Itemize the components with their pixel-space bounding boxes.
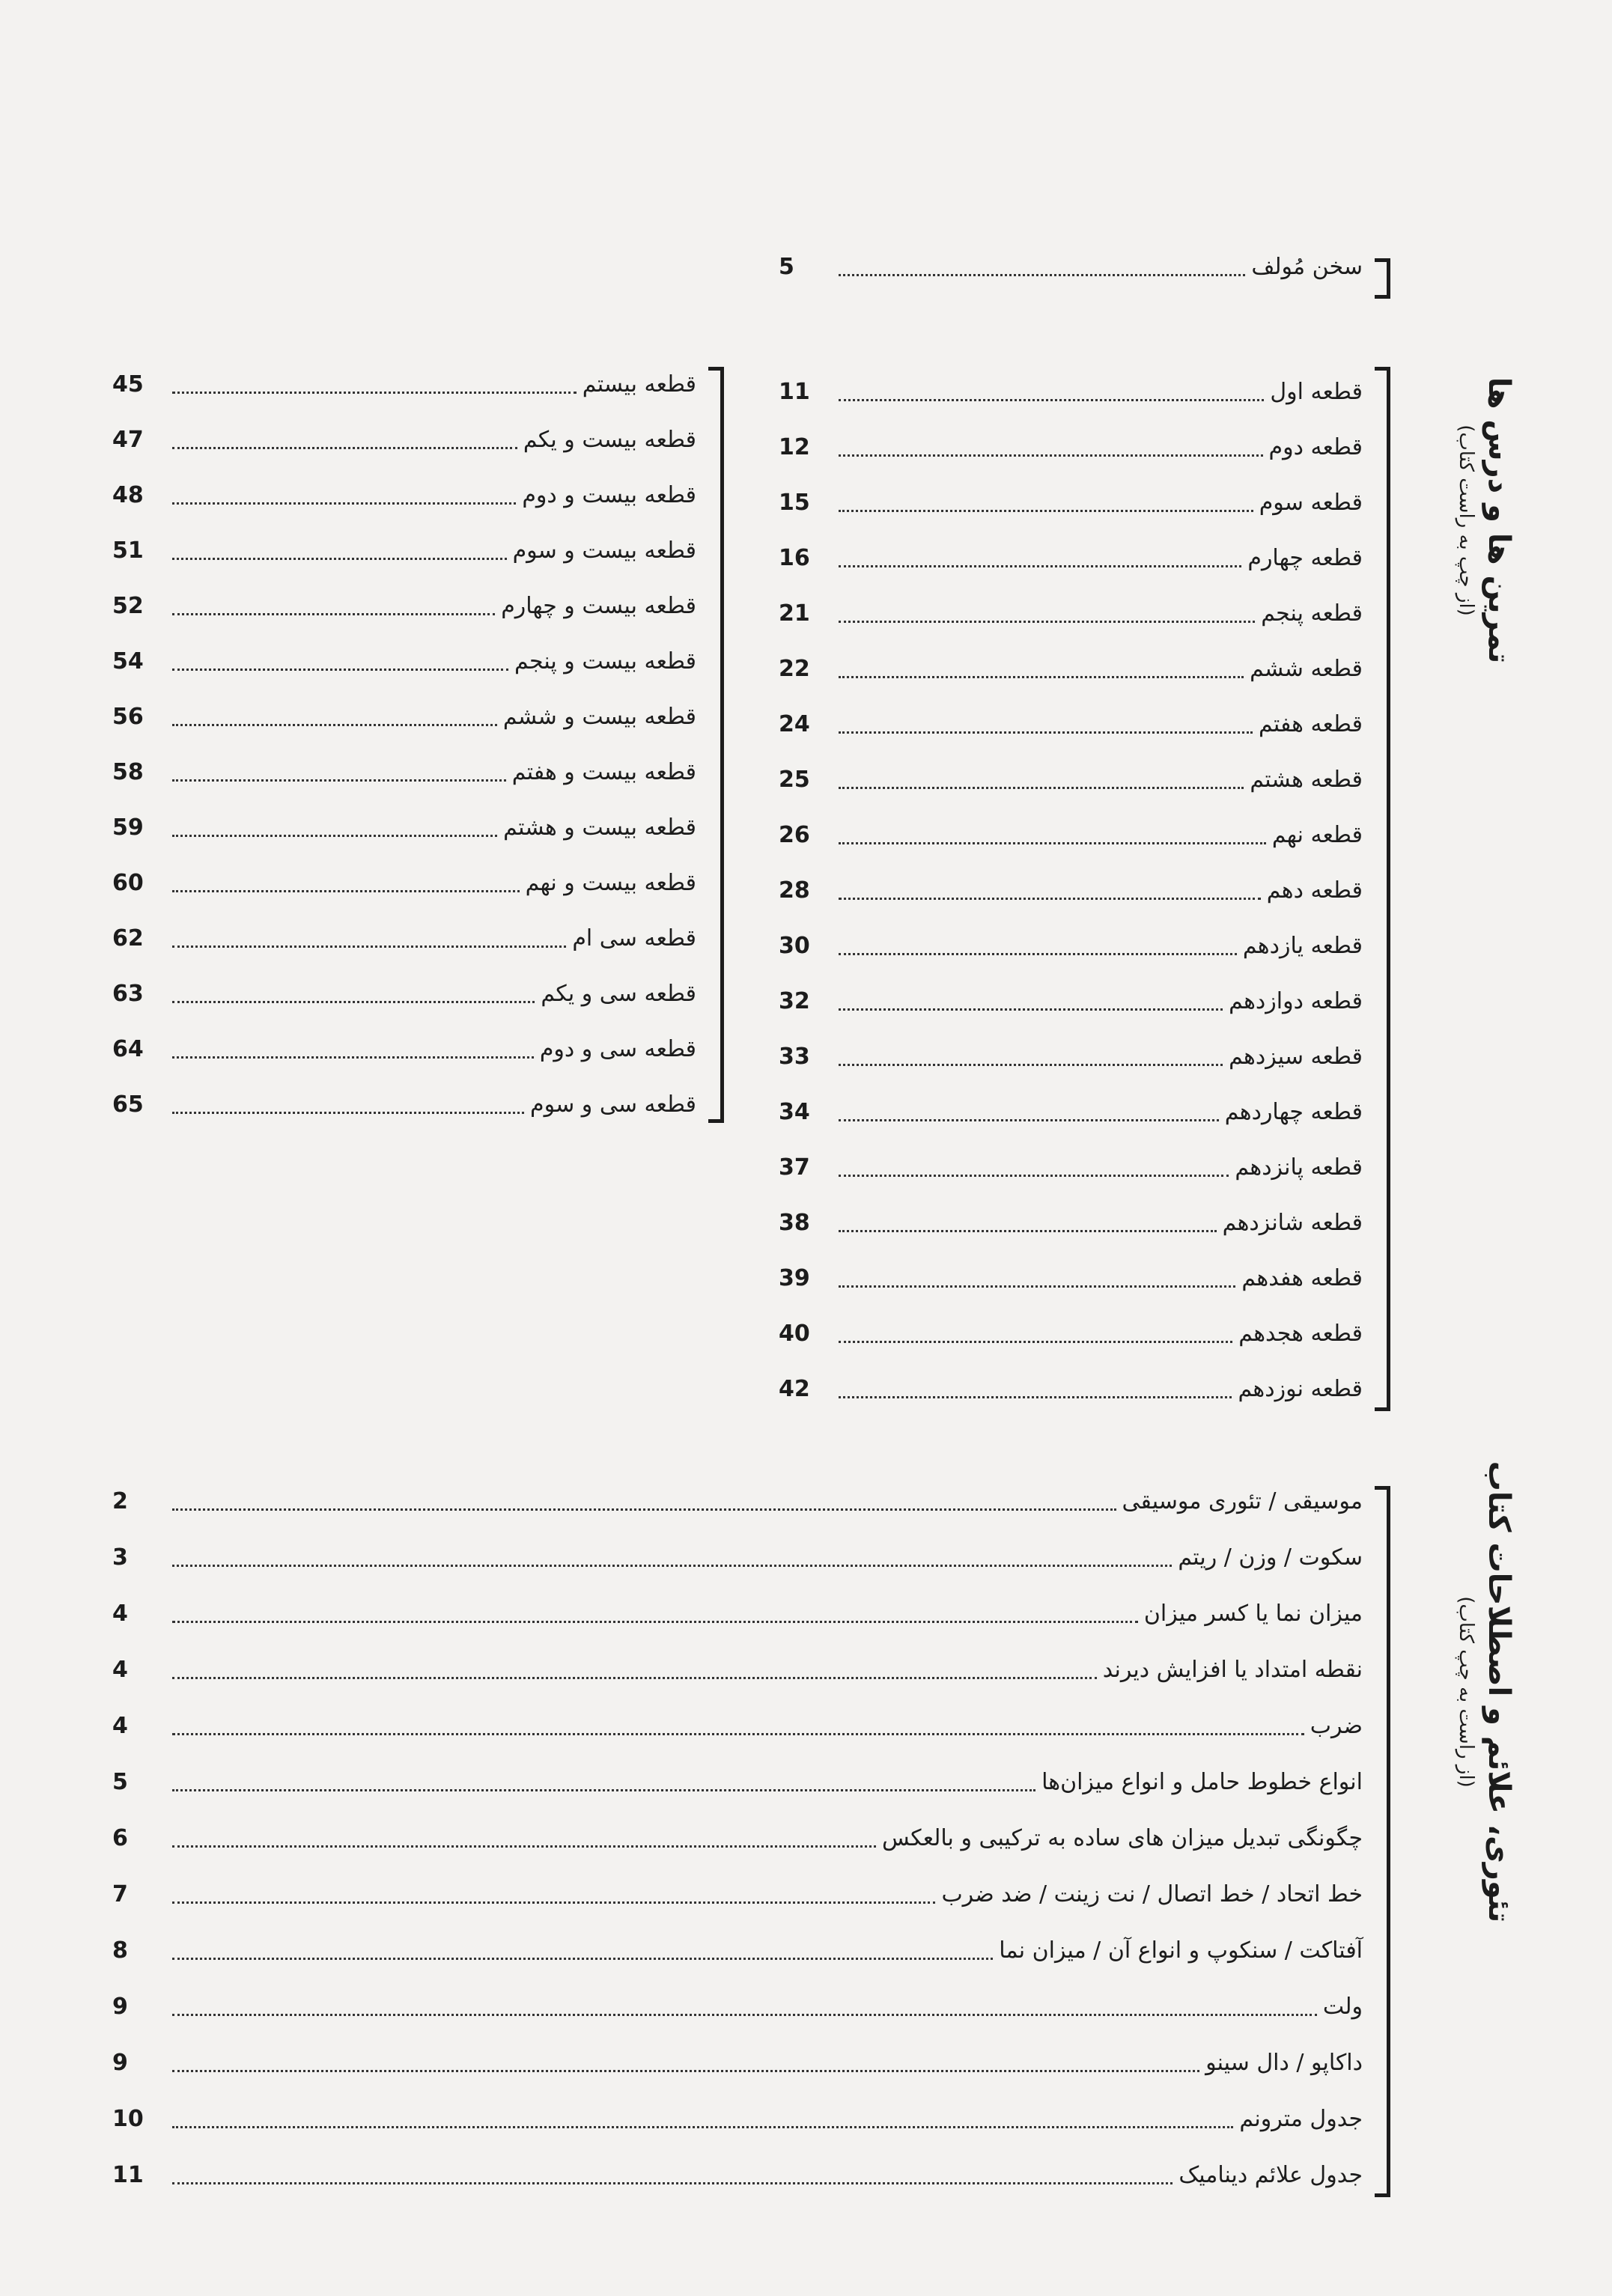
leader-dots	[172, 945, 566, 948]
leader-dots	[839, 1230, 1217, 1232]
toc-entry: قطعه یازدهم 30	[779, 933, 1363, 959]
leader-dots	[839, 1396, 1232, 1398]
leader-dots	[839, 565, 1241, 567]
section2-bracket	[1375, 1486, 1390, 2197]
toc-entry: جدول علائم دینامیک 11	[112, 2162, 1363, 2188]
leader-dots	[172, 2126, 1233, 2128]
leader-dots	[172, 1733, 1304, 1735]
leader-dots	[839, 454, 1263, 457]
toc-entry: ولت 9	[112, 1994, 1363, 2020]
leader-dots	[172, 1958, 993, 1960]
toc-entry: قطعه نوزدهم 42	[779, 1376, 1363, 1402]
toc-entry: خط اتحاد / خط اتصال / نت زینت / ضد ضرب 7	[112, 1881, 1363, 1907]
toc-entry: قطعه پانزدهم 37	[779, 1154, 1363, 1181]
toc-entry: قطعه سی و دوم 64	[112, 1036, 696, 1062]
toc-entry: موسیقی / تئوری موسیقی 2	[112, 1488, 1363, 1514]
toc-entry: چگونگی تبدیل میزان های ساده به ترکیبی و بالعکس 6	[112, 1825, 1363, 1851]
leader-dots	[839, 953, 1237, 955]
leader-dots	[839, 1064, 1223, 1066]
section1-heading: تمرین ها و درس ها (از چپ به راست کتاب)	[1434, 296, 1516, 745]
toc-entry: قطعه سی ام 62	[112, 925, 696, 951]
leader-dots	[839, 898, 1261, 900]
leader-dots	[839, 842, 1266, 844]
toc-entry: آفتاکت / سنکوپ و انواع آن / میزان نما 8	[112, 1937, 1363, 1964]
toc-entry: نقطه امتداد یا افزایش دیرند 4	[112, 1657, 1363, 1683]
toc-entry: قطعه دهم 28	[779, 877, 1363, 904]
leader-dots	[839, 1341, 1232, 1343]
section2-heading: تئوری، علائم و اصطلاحات کتاب (از راست به چپ کتاب)	[1434, 1370, 1516, 2014]
toc-entry: قطعه سیزدهم 33	[779, 1044, 1363, 1070]
toc-entry: قطعه سی و یکم 63	[112, 981, 696, 1007]
leader-dots	[839, 274, 1245, 276]
leader-dots	[172, 613, 495, 615]
toc-entry: قطعه هفتم 24	[779, 711, 1363, 737]
leader-dots	[839, 399, 1264, 401]
toc-entry: قطعه شانزدهم 38	[779, 1210, 1363, 1236]
toc-entry: قطعه اول 11	[779, 379, 1363, 405]
section2-subheading: (از راست به چپ کتاب)	[1455, 1596, 1477, 1788]
leader-dots	[172, 1001, 535, 1003]
leader-dots	[172, 392, 577, 394]
toc-entry: انواع خطوط حامل و انواع میزان‌ها 5	[112, 1769, 1363, 1795]
leader-dots	[172, 447, 517, 449]
toc-entry: قطعه بیست و ششم 56	[112, 704, 696, 730]
leader-dots	[172, 835, 497, 837]
toc-entry: قطعه دوم 12	[779, 434, 1363, 460]
leader-dots	[839, 1175, 1229, 1177]
leader-dots	[172, 2182, 1172, 2184]
leader-dots	[839, 510, 1253, 512]
toc-entry: قطعه بیستم 45	[112, 371, 696, 398]
leader-dots	[839, 1008, 1223, 1011]
toc-entry: قطعه بیست و پنجم 54	[112, 648, 696, 675]
leader-dots	[172, 2014, 1317, 2016]
toc-entry: قطعه بیست و دوم 48	[112, 482, 696, 508]
toc-entry: سکوت / وزن / ریتم 3	[112, 1544, 1363, 1571]
toc-entry: قطعه هشتم 25	[779, 767, 1363, 793]
leader-dots	[172, 1565, 1172, 1567]
leader-dots	[172, 1508, 1116, 1511]
entry-page: 5	[779, 254, 794, 280]
leader-dots	[172, 724, 497, 726]
leader-dots	[172, 1845, 876, 1848]
toc-entry: قطعه ششم 22	[779, 656, 1363, 682]
section1-left-bracket	[708, 367, 724, 1123]
toc-entry: داکاپو / دال سینو 9	[112, 2050, 1363, 2076]
toc-entry: قطعه هفدهم 39	[779, 1265, 1363, 1291]
toc-entry: قطعه چهاردهم 34	[779, 1099, 1363, 1125]
leader-dots	[839, 1285, 1235, 1288]
toc-entry: قطعه پنجم 21	[779, 600, 1363, 627]
toc-entry: قطعه سی و سوم 65	[112, 1091, 696, 1118]
leader-dots	[839, 1119, 1219, 1121]
leader-dots	[172, 1901, 935, 1904]
toc-entry: قطعه چهارم 16	[779, 545, 1363, 571]
leader-dots	[172, 558, 507, 560]
leader-dots	[839, 676, 1244, 678]
section1-subheading: (از چپ به راست کتاب)	[1455, 424, 1477, 616]
toc-entry: قطعه بیست و چهارم 52	[112, 593, 696, 619]
leader-dots	[172, 779, 506, 782]
leader-dots	[172, 669, 508, 671]
leader-dots	[172, 2070, 1199, 2072]
toc-entry: میزان نما یا کسر میزان 4	[112, 1601, 1363, 1627]
toc-entry: جدول مترونم 10	[112, 2106, 1363, 2132]
preface-bracket	[1375, 258, 1390, 299]
leader-dots	[172, 1621, 1138, 1623]
toc-entry: قطعه هجدهم 40	[779, 1321, 1363, 1347]
toc-entry: قطعه دوازدهم 32	[779, 988, 1363, 1014]
toc-entry: قطعه بیست و هفتم 58	[112, 759, 696, 785]
section1-right-bracket	[1375, 367, 1390, 1411]
toc-entry: قطعه نهم 26	[779, 822, 1363, 848]
leader-dots	[839, 787, 1244, 789]
entry-title: سخن مُولف	[1251, 254, 1363, 280]
leader-dots	[172, 1112, 524, 1114]
leader-dots	[172, 502, 516, 505]
leader-dots	[172, 1056, 534, 1059]
toc-entry: قطعه سوم 15	[779, 490, 1363, 516]
leader-dots	[172, 1789, 1035, 1791]
leader-dots	[172, 1677, 1097, 1679]
toc-entry-preface	[779, 249, 1363, 285]
toc-entry: قطعه بیست و یکم 47	[112, 427, 696, 453]
leader-dots	[172, 890, 520, 892]
leader-dots	[839, 731, 1253, 734]
leader-dots	[839, 621, 1255, 623]
toc-entry: قطعه بیست و سوم 51	[112, 538, 696, 564]
toc-entry: قطعه بیست و هشتم 59	[112, 814, 696, 841]
toc-entry: ضرب 4	[112, 1713, 1363, 1739]
toc-entry: قطعه بیست و نهم 60	[112, 870, 696, 896]
